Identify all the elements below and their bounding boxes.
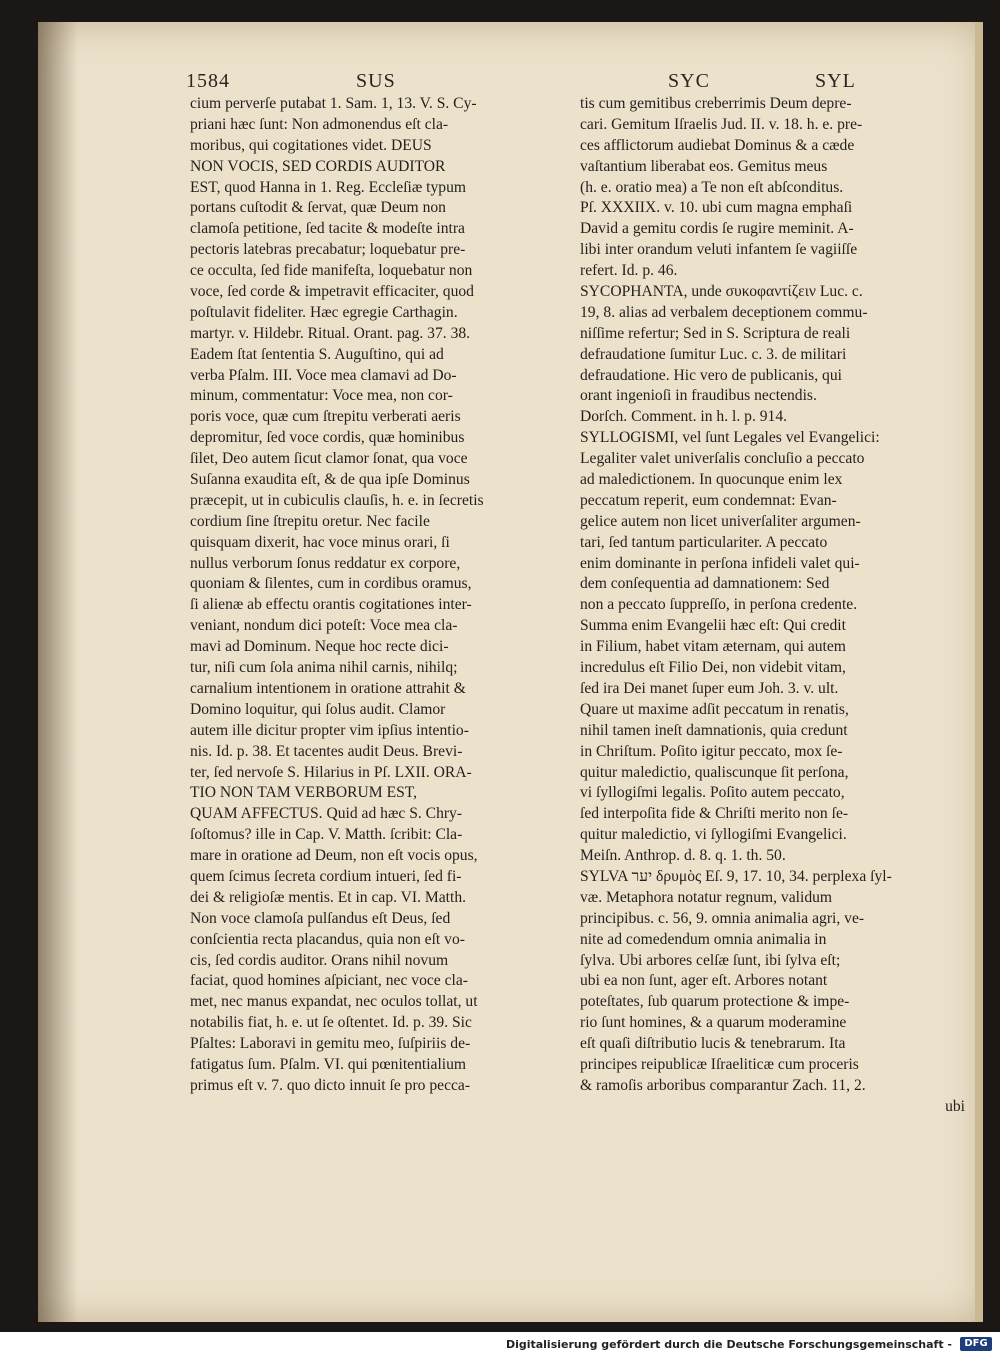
- text-line: veniant, nondum dici poteſt: Voce mea cla-: [190, 617, 458, 635]
- text-line: pectoris latebras precabatur; loquebatur pre-: [190, 241, 466, 259]
- text-line: tur, niſi cum ſola anima nihil carnis, nihilq;: [190, 659, 458, 677]
- text-line: priani hæc ſunt: Non admonendus eſt cla-: [190, 115, 449, 133]
- text-line: voce, ſed corde & impetravit efficaciter, quod: [190, 283, 474, 301]
- text-line: cium perverſe putabat 1. Sam. 1, 13. V. S. Cy-: [190, 95, 477, 112]
- text-line: mare in oratione ad Deum, non eſt vocis opus,: [190, 847, 478, 865]
- text-line: nihil tamen ineſt damnationis, quia credunt: [580, 721, 848, 739]
- text-line: Non voce clamoſa pulſandus eſt Deus, ſed: [190, 909, 451, 927]
- text-line: primus eſt v. 7. quo dicto innuit ſe pro pecca-: [190, 1076, 471, 1094]
- text-line: ter, ſed nervoſe S. Hilarius in Pſ. LXII. ORA-: [190, 763, 472, 781]
- text-line: dem conſequentia ad damnationem: Sed: [580, 575, 830, 593]
- text-line: mavi ad Dominum. Neque hoc recte dici-: [190, 638, 449, 656]
- text-line: portans cuſtodit & ſervat, quæ Deum non: [190, 199, 446, 217]
- text-line: Legaliter valet univerſalis concluſio a peccato: [580, 450, 865, 468]
- text-line: conſcientia recta placandus, quia non eſt vo-: [190, 930, 465, 948]
- text-line: in Chriſtum. Poſito igitur peccato, mox ſe-: [580, 742, 843, 760]
- text-line: quitur maledictio, qualiscunque ſit perſona,: [580, 763, 849, 781]
- text-line: ſylva. Ubi arbores celſæ ſunt, ibi ſylva eſt;: [580, 951, 841, 969]
- text-line: Summa enim Evangelii hæc eſt: Qui credit: [580, 617, 846, 635]
- text-line: principes reipublicæ Iſraeliticæ cum proceris: [580, 1055, 859, 1073]
- text-line: orant ingenioſi in fraudibus nectendis.: [580, 387, 817, 405]
- text-line: QUAM AFFECTUS. Quid ad hæc S. Chry-: [190, 805, 463, 823]
- text-line: gelice autem non licet univerſaliter argumen-: [580, 512, 861, 530]
- text-line: autem ille dicitur propter vim ipſius intentio-: [190, 721, 469, 739]
- digitization-footer: [0, 1332, 1000, 1358]
- page-number: 1584: [186, 70, 230, 92]
- footer-credit: Digitalisierung gefördert durch die Deutsche Forschungsgemeinschaft -: [505, 1338, 952, 1351]
- text-line: verba Pſalm. III. Voce mea clamavi ad Do-: [190, 366, 457, 384]
- text-line: TIO NON TAM VERBORUM EST,: [190, 784, 418, 802]
- text-line: nite ad comedendum omnia animalia in: [580, 930, 827, 948]
- text-line: ubi ea non ſunt, ager eſt. Arbores notant: [580, 972, 828, 990]
- text-line: ce occulta, ſed fide manifeſta, loquebatur non: [190, 262, 473, 280]
- text-line: eſt quaſi diſtributio lucis & tenebrarum. Ita: [580, 1035, 846, 1053]
- text-line: væ. Metaphora notatur regnum, validum: [580, 888, 833, 906]
- left-text-column: [190, 94, 575, 1097]
- text-line: cari. Gemitum Iſraelis Jud. II. v. 18. h. e. pre-: [580, 115, 863, 133]
- text-line: ſi alienæ ab effectu orantis cogitationes inter-: [190, 596, 472, 614]
- text-line: Eadem ſtat ſententia S. Auguſtino, qui ad: [190, 345, 444, 363]
- text-line: defraudatione ſumitur Luc. c. 3. de militari: [580, 345, 847, 363]
- text-line: præcepit, ut in cubiculis clauſis, h. e. in ſecretis: [190, 491, 484, 509]
- text-line: refert. Id. p. 46.: [580, 262, 678, 280]
- text-line: ſed interpoſita fide & Chriſti merito non ſe-: [580, 805, 849, 823]
- text-line: vaſtantium liberabat eos. Gemitus meus: [580, 157, 828, 175]
- text-line: ſilet, Deo autem ſicut clamor ſonat, qua voce: [190, 450, 468, 468]
- text-line: quem ſcimus ſecreta cordium intueri, ſed fi-: [190, 867, 462, 885]
- text-line: peccatum reperit, eum condemnat: Evan-: [580, 491, 837, 509]
- text-line: NON VOCIS, SED CORDIS AUDITOR: [190, 157, 446, 175]
- text-line: in Filium, habet vitam æternam, qui autem: [580, 638, 846, 656]
- text-line: incredulus eſt Filio Dei, non videbit vitam,: [580, 659, 846, 677]
- text-line: ſed ira Dei manet ſuper eum Joh. 3. v. ult.: [580, 679, 839, 697]
- text-line: quitur maledictio, vi ſyllogiſmi Evangelici.: [580, 826, 847, 844]
- text-line: met, nec manus expandat, nec oculos tollat, ut: [190, 993, 478, 1011]
- text-line: enim dominante in perſona infideli valet qui-: [580, 554, 860, 572]
- text-line: Suſanna exaudita eſt, & de qua ipſe Dominus: [190, 471, 470, 489]
- text-line: 19, 8. alias ad verbalem deceptionem commu-: [580, 303, 868, 321]
- text-line: (h. e. oratio mea) a Te non eſt abſconditus.: [580, 178, 844, 196]
- text-line: quisquam dixerit, hac voce minus orari, ſi: [190, 533, 450, 551]
- left-running-head: SUS: [356, 70, 396, 92]
- text-line: tari, ſed tantum particulariter. A peccato: [580, 533, 828, 551]
- text-line: nis. Id. p. 38. Et tacentes audit Deus. Brevi-: [190, 742, 463, 760]
- text-line: poteſtates, ſub quarum protectione & impe-: [580, 993, 850, 1011]
- text-line: ces afflictorum audiebat Dominus & a cæde: [580, 136, 855, 154]
- text-line: ſoſtomus? ille in Cap. V. Matth. ſcribit: Cla-: [190, 826, 463, 844]
- text-line: faciat, quod homines aſpiciant, nec voce cla-: [190, 972, 468, 990]
- text-line: SYLLOGISMI, vel ſunt Legales vel Evangelici:: [580, 429, 880, 447]
- right-running-head-1: SYC: [668, 70, 710, 92]
- page-edge: [975, 22, 983, 1322]
- right-running-head-2: SYL: [815, 70, 856, 92]
- text-line: niſſime refertur; Sed in S. Scriptura de reali: [580, 324, 851, 342]
- text-line: minum, commentatur: Voce mea, non cor-: [190, 387, 453, 405]
- text-line: Meiſn. Anthrop. d. 8. q. 1. th. 50.: [580, 847, 786, 865]
- text-line: David a gemitu cordis ſe rugire meminit. A-: [580, 220, 854, 238]
- text-line: dei & religioſæ mentis. Et in cap. VI. Matth.: [190, 888, 467, 906]
- text-line: defraudatione. Hic vero de publicanis, qui: [580, 366, 842, 384]
- text-line: ubi: [945, 1097, 965, 1115]
- text-line: ad maledictionem. In quocunque enim lex: [580, 471, 843, 489]
- text-line: quoniam & ſilentes, cum in cordibus oramus,: [190, 575, 472, 593]
- text-line: libi inter orandum veluti infantem ſe vagiiſſe: [580, 241, 858, 259]
- text-line: cis, ſed cordis auditor. Orans nihil novum: [190, 951, 449, 969]
- text-line: & ramoſis arboribus comparantur Zach. 11, 2.: [580, 1076, 866, 1094]
- text-line: SYLVA יער δρυμὸς Eſ. 9, 17. 10, 34. perplexa ſyl-: [580, 867, 892, 885]
- text-line: Domino loquitur, qui ſolus audit. Clamor: [190, 700, 446, 718]
- text-line: poſtulavit fideliter. Hæc egregie Carthagin.: [190, 303, 458, 321]
- dfg-logo: DFG: [960, 1337, 992, 1351]
- text-line: clamoſa petitione, ſed tacite & modeſte intra: [190, 220, 465, 238]
- text-line: rio ſunt homines, & a quarum moderamine: [580, 1014, 847, 1032]
- text-line: notabilis fiat, h. e. ut ſe oſtentet. Id. p. 39. Sic: [190, 1014, 472, 1032]
- text-line: non a peccato ſuppreſſo, in perſona credente.: [580, 596, 858, 614]
- text-line: moribus, qui cogitationes videt. DEUS: [190, 136, 432, 154]
- text-line: Dorſch. Comment. in h. l. p. 914.: [580, 408, 788, 426]
- text-line: principibus. c. 56, 9. omnia animalia agri, ve-: [580, 909, 865, 927]
- text-line: Pſ. XXXIIX. v. 10. ubi cum magna emphaſi: [580, 199, 853, 217]
- text-line: depromitur, ſed voce cordis, quæ hominibus: [190, 429, 465, 447]
- text-line: fatigatus ſum. Pſalm. VI. qui pœnitentialium: [190, 1055, 467, 1073]
- right-text-column: [580, 94, 965, 1118]
- text-line: SYCOPHANTA, unde συκοφαντίζειν Luc. c.: [580, 283, 863, 301]
- text-line: carnalium intentionem in oratione attrahit &: [190, 679, 466, 697]
- text-line: Pſaltes: Laboravi in gemitu meo, ſuſpiriis de-: [190, 1035, 471, 1053]
- text-line: Quare ut maxime adſit peccatum in renatis,: [580, 700, 849, 718]
- text-line: cordium ſine ſtrepitu oretur. Nec facile: [190, 512, 430, 530]
- text-line: EST, quod Hanna in 1. Reg. Eccleſiæ typum: [190, 178, 467, 196]
- text-line: poris voce, quæ cum ſtrepitu verberati aeris: [190, 408, 461, 426]
- text-line: tis cum gemitibus creberrimis Deum depre-: [580, 95, 852, 112]
- text-line: vi ſyllogiſmi legalis. Poſito autem peccato,: [580, 784, 845, 802]
- text-line: martyr. v. Hildebr. Ritual. Orant. pag. 37. 38.: [190, 324, 471, 342]
- text-line: nullus verborum ſonus reddatur ex corpore,: [190, 554, 461, 572]
